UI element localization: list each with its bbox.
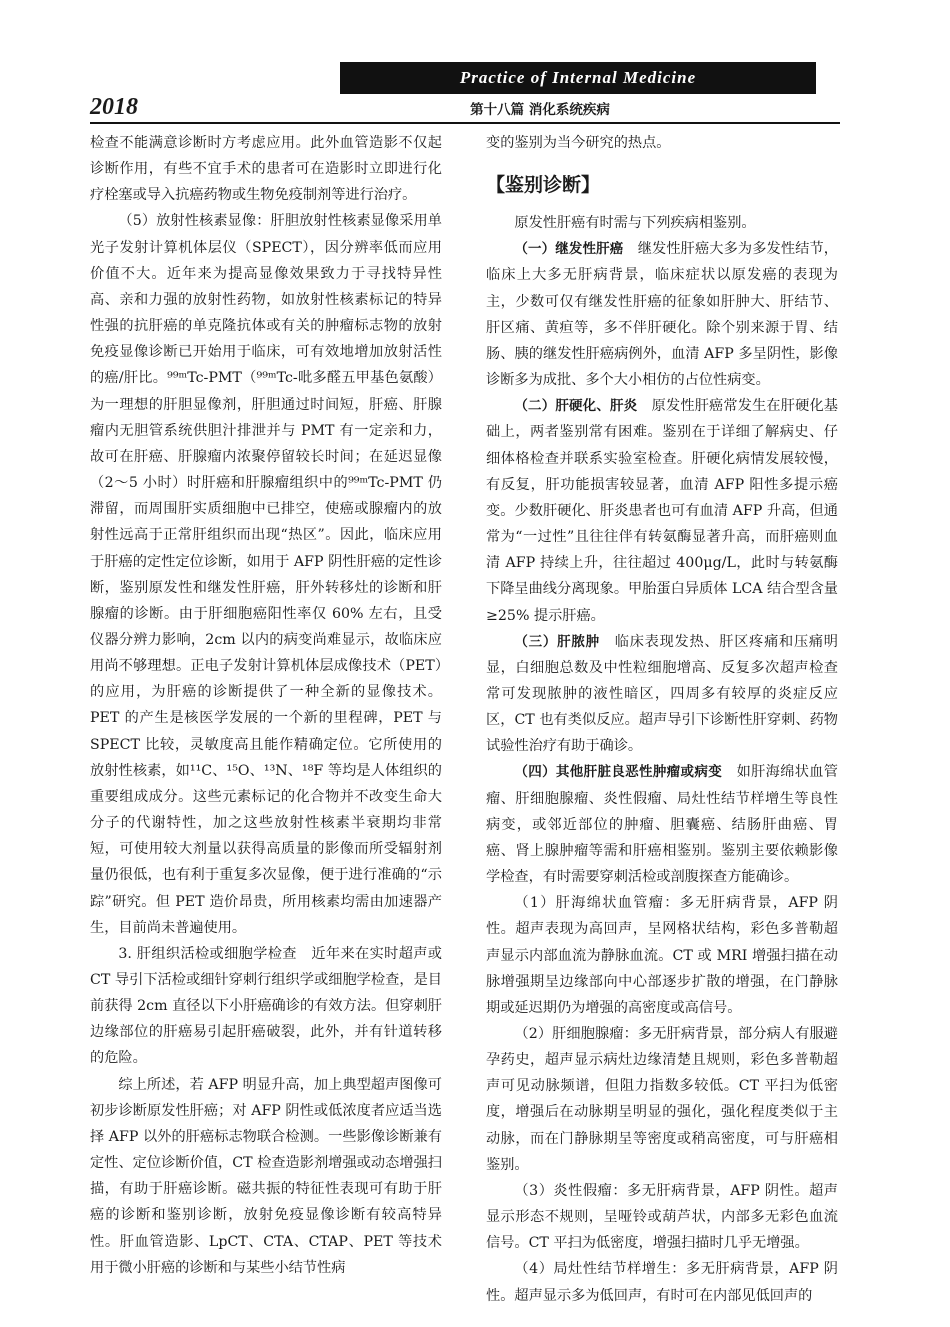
section-title: 第十八篇 消化系统疾病 xyxy=(470,102,610,118)
subsection-text: 原发性肝癌常发生在肝硬化基础上，两者鉴别常有困难。鉴别在于详细了解病史、仔细体格检查并联系实验室检查。肝硬化病情发展较慢，有反复，肝功能损害较显著，血清 AFP 阳性多提示癌变。少数肝硬化、肝炎患者也可有血清 AFP 升高，但通常为“一过性”且往往伴有转氨酶显著升高，而肝癌则血清 AFP 持续上升，往往超过 400μg/L，此时与转氨酶下降呈曲线分离现象。甲胎蛋白异质体 LCA 结合型含量≥25% 提示肝癌。 xyxy=(486,398,838,624)
paragraph: 3. 肝组织活检或细胞学检查 近年来在实时超声或 CT 导引下活检或细针穿刺行组织学或细胞学检查，是目前获得 2cm 直径以下小肝癌确诊的有效方法。但穿刺肝边缘部位的肝癌易引起肝癌破裂，此外，并有针道转移的危险。 xyxy=(90,945,442,1067)
journal-banner: Practice of Internal Medicine xyxy=(340,62,816,94)
subsection-text: 临床表现发热、肝区疼痛和压痛明显，白细胞总数及中性粒细胞增高、反复多次超声检查常可发现脓肿的液性暗区，四周多有较厚的炎症反应区，CT 也有类似反应。超声导引下诊断性肝穿刺、药物试验性治疗有助于确诊。 xyxy=(486,633,838,755)
paragraph: 综上所述，若 AFP 明显升高，加上典型超声图像可初步诊断原发性肝癌；对 AFP 阴性或低浓度者应适当选择 AFP 以外的肝癌标志物联合检测。一些影像诊断兼有定性、定位诊断价值，CT 检查造影剂增强或动态增强扫描，有助于肝癌诊断。磁共振的特征性表现可有助于肝癌的诊断和鉴别诊断，放射免疫显像诊断有较高特异性。肝血管造影、LpCT、CTA、CTAP、PET 等技术用于微小肝癌的诊断和与某些小结节性病 xyxy=(90,1076,442,1276)
page-number: 2018 xyxy=(90,94,138,120)
paragraph: 变的鉴别为当今研究的热点。 xyxy=(486,135,671,151)
subsection-title: （一）继发性肝癌 xyxy=(514,241,624,258)
paragraph xyxy=(486,236,838,393)
paragraph xyxy=(486,629,838,760)
paragraph: 原发性肝癌有时需与下列疾病相鉴别。 xyxy=(514,215,756,232)
paragraph: （3）炎性假瘤：多无肝病背景，AFP 阴性。超声显示形态不规则，呈哑铃或葫芦状，内部多无彩色血流信号。CT 平扫为低密度，增强扫描时几乎无增强。 xyxy=(486,1182,838,1252)
page-header xyxy=(90,92,840,124)
paragraph: （5）放射性核素显像：肝胆放射性核素显像采用单光子发射计算机体层仪（SPECT），因分辨率低而应用价值不大。近年来为提高显像效果致力于寻找特异性高、亲和力强的放射性药物，如放射性核素标记的特异性强的抗肝癌的单克隆抗体或有关的肿瘤标志物的放射免疫显像诊断已开始用于临床，可有效地增加放射活性的癌/肝比。⁹⁹ᵐTc-PMT（⁹⁹ᵐTc-吡多醛五甲基色氨酸）为一理想的肝胆显像剂，肝胆通过时间短，肝癌、肝腺瘤内无胆管系统供胆汁排泄并与 PMT 有一定亲和力，故可在肝癌、肝腺瘤内浓聚停留较长时间；在延迟显像（2～5 小时）时肝癌和肝腺瘤组织中的⁹⁹ᵐTc-PMT 仍滞留，而周围肝实质细胞中已排空，使癌或腺瘤内的放射性远高于正常肝组织而出现“热区”。因此，临床应用于肝癌的定性定位诊断，如用于 AFP 阴性肝癌的定性诊断，鉴别原发性和继发性肝癌，肝外转移灶的诊断和肝腺瘤的诊断。由于肝细胞癌阳性率仅 60% 左右，且受仪器分辨力影响，2cm 以内的病变尚难显示，故临床应用尚不够理想。正电子发射计算机体层成像技术（PET）的应用，为肝癌的诊断提供了一种全新的显像技术。PET 的产生是核医学发展的一个新的里程碑，PET 与 SPECT 比较，灵敏度高且能作精确定位。它所使用的放射性核素，如¹¹C、¹⁵O、¹³N、¹⁸F 等均是人体组织的重要组成成分。这些元素标记的化合物并不改变生命大分子的代谢特性，加之这些放射性核素半衰期均非常短，可使用较大剂量以获得高质量的影像而所受辐射剂量仍很低，也有利于重复多次显像，便于进行准确的“示踪”研究。但 PET 造价昂贵，所用核素均需由加速器产生，目前尚未普遍使用。 xyxy=(90,213,442,936)
paragraph xyxy=(486,759,838,890)
paragraph: （1）肝海绵状血管瘤：多无肝病背景，AFP 阴性。超声表现为高回声，呈网格状结构，彩色多普勒超声显示内部血流为静脉血流。CT 或 MRI 增强扫描在动脉增强期呈边缘部向中心部逐步扩散的增强，在门静脉期或延迟期仍为增强的高密度或高信号。 xyxy=(486,895,838,1016)
left-column xyxy=(90,130,442,1281)
paragraph: 检查不能满意诊断时方考虑应用。此外血管造影不仅起诊断作用，有些不宜手术的患者可在造影时立即进行化疗栓塞或导入抗癌药物或生物免疫制剂等进行治疗。 xyxy=(90,135,442,204)
subsection-text: 继发性肝癌大多为多发性结节，临床上大多无肝病背景，临床症状以原发癌的表现为主，少数可仅有继发性肝癌的征象如肝肿大、肝结节、肝区痛、黄疸等，多不伴肝硬化。除个别来源于胃、结肠、胰的继发性肝癌病例外，血清 AFP 多呈阴性，影像诊断多为成批、多个大小相仿的占位性病变。 xyxy=(486,241,838,389)
subsection-text: 如肝海绵状血管瘤、肝细胞腺瘤、炎性假瘤、局灶性结节样增生等良性病变，或邻近部位的肿瘤、胆囊癌、结肠肝曲癌、胃癌、肾上腺肿瘤等需和肝癌相鉴别。鉴别主要依赖影像学检查，有时需要穿刺活检或剖腹探查方能确诊。 xyxy=(486,764,838,886)
subsection-title: （四）其他肝脏良恶性肿瘤或病变 xyxy=(514,764,723,781)
paragraph: （2）肝细胞腺瘤：多无肝病背景，部分病人有服避孕药史，超声显示病灶边缘清楚且规则，彩色多普勒超声可见动脉频谱，但阻力指数多较低。CT 平扫为低密度，增强后在动脉期呈明显的强化，强化程度类似于主动脉，而在门静脉期呈等密度或稍高密度，可与肝癌相鉴别。 xyxy=(486,1026,838,1173)
paragraph xyxy=(486,393,838,628)
paragraph: （4）局灶性结节样增生：多无肝病背景，AFP 阴性。超声显示多为低回声，有时可在内部见低回声的 xyxy=(486,1261,838,1304)
subsection-title: （三）肝脓肿 xyxy=(514,633,600,650)
section-heading: 【鉴别诊断】 xyxy=(486,174,601,197)
right-column xyxy=(486,130,838,1309)
subsection-title: （二）肝硬化、肝炎 xyxy=(514,398,638,415)
